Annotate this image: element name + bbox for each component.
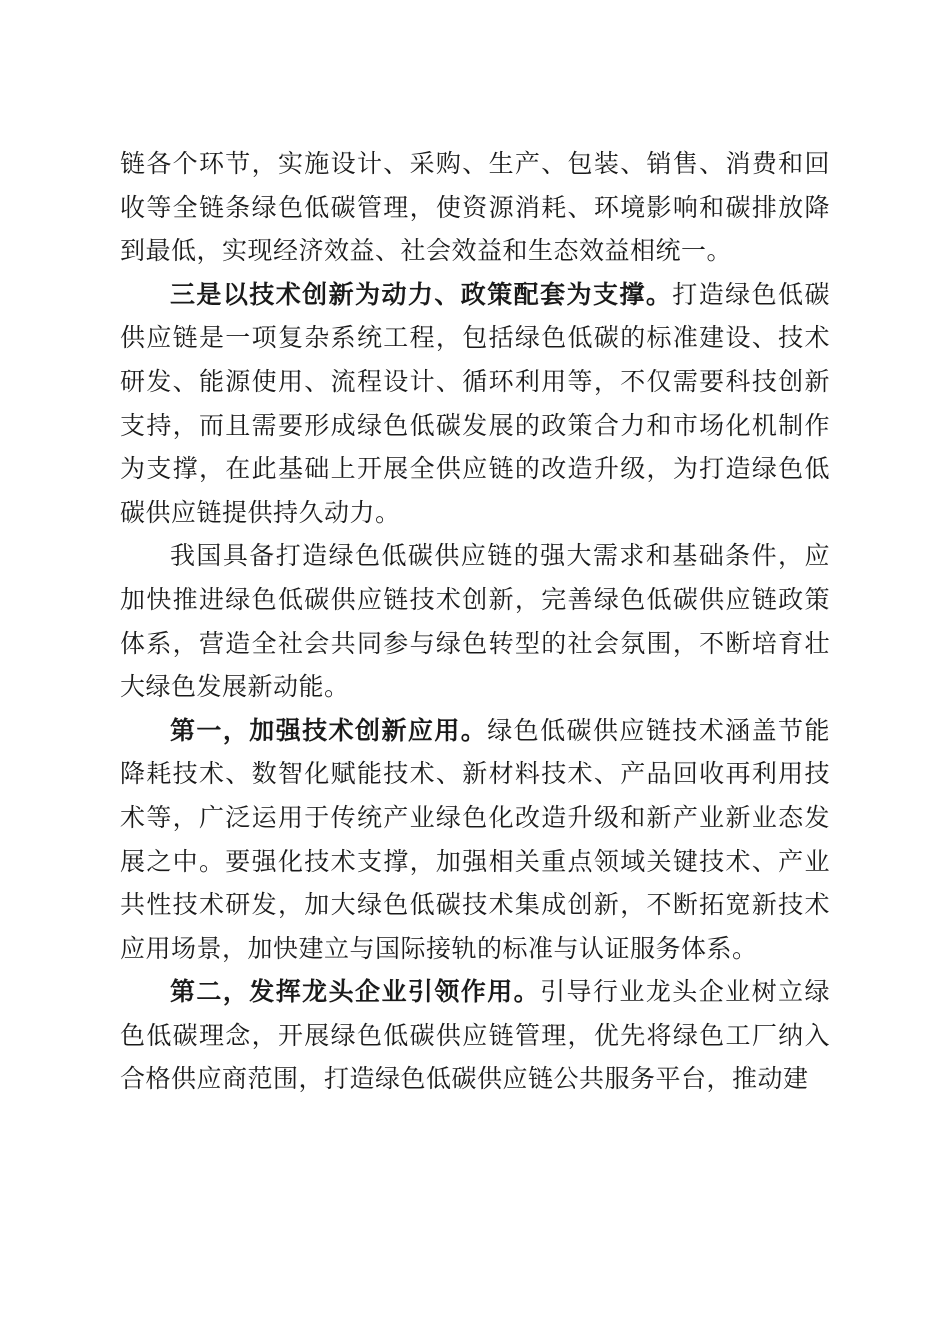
paragraph-text: 我国具备打造绿色低碳供应链的强大需求和基础条件，应加快推进绿色低碳供应链技术创新，完善绿色低碳供应链政策体系，营造全社会共同参与绿色转型的社会氛围，不断培育壮大绿色发展新动能。 xyxy=(120,541,830,702)
paragraph-continuation xyxy=(120,142,830,273)
paragraph-lead: 第一，加强技术创新应用。 xyxy=(170,715,488,745)
paragraph-text: 绿色低碳供应链技术涵盖节能降耗技术、数智化赋能技术、新材料技术、产品回收再利用技术等，广泛运用于传统产业绿色化改造升级和新产业新业态发展之中。要强化技术支撑，加强相关重点领域关键技术、产业共性技术研发，加大绿色低碳技术集成创新，不断拓宽新技术应用场景，加快建立与国际接轨的标准与认证服务体系。 xyxy=(120,715,830,963)
paragraph-first-measure xyxy=(120,709,830,971)
paragraph-lead: 第二，发挥龙头企业引领作用。 xyxy=(170,977,541,1007)
paragraph-text: 链各个环节，实施设计、采购、生产、包装、销售、消费和回收等全链条绿色低碳管理，使资源消耗、环境影响和碳排放降到最低，实现经济效益、社会效益和生态效益相统一。 xyxy=(120,149,830,266)
paragraph-text: 引导行业龙头企业树立绿色低碳理念，开展绿色低碳供应链管理，优先将绿色工厂纳入合格供应商范围，打造绿色低碳供应链公共服务平台，推动建 xyxy=(120,977,830,1094)
article-body xyxy=(120,142,830,1101)
paragraph-second-measure xyxy=(120,970,830,1101)
paragraph-text: 打造绿色低碳供应链是一项复杂系统工程，包括绿色低碳的标准建设、技术研发、能源使用、流程设计、循环利用等，不仅需要科技创新支持，而且需要形成绿色低碳发展的政策合力和市场化机制作为支撑，在此基础上开展全供应链的改造升级，为打造绿色低碳供应链提供持久动力。 xyxy=(120,279,830,527)
paragraph-lead: 三是以技术创新为动力、政策配套为支撑。 xyxy=(170,279,673,309)
paragraph-summary xyxy=(120,534,830,708)
paragraph-point-three xyxy=(120,273,830,535)
